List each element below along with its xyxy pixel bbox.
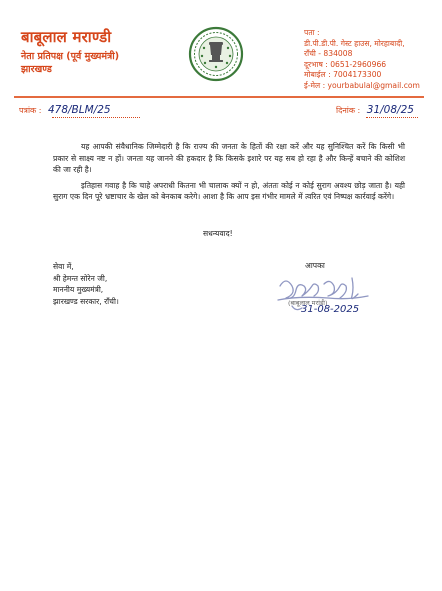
addressee-line: श्री हेमन्त सोरेन जी, [53, 273, 108, 283]
patrank-underline [52, 117, 140, 118]
closing-word: आपका [305, 261, 325, 270]
reference-date [336, 104, 414, 116]
address-label: पता : [304, 28, 320, 37]
reference-number [19, 104, 111, 116]
letter-body [53, 141, 405, 207]
patrank-label: पत्रांक : [19, 106, 42, 115]
letterhead-role: नेता प्रतिपक्ष (पूर्व मुख्यमंत्री) [21, 51, 120, 62]
addressee-block [53, 261, 119, 307]
signature-name-label: (बाबूलाल मरांडी) [288, 299, 328, 307]
address-line-1: डी.पी.डी.पी. गेस्ट हाउस, मोरहाबादी, [304, 38, 405, 48]
signature-date: 31-08-2025 [301, 304, 360, 315]
letterhead-name: बाबूलाल मराण्डी [21, 28, 112, 46]
body-paragraph: यह आपकी संवैधानिक जिम्मेदारी है कि राज्य की जनता के हितों की रक्षा करें और यह सुनिश्चित करें कि किसी भी प्रकार से साक्ष्य नष्ट न हों। जनता यह जानने की हकदार है कि किसके इशारे पर यह सब हो रहा है और किन्हें बचाने की कोशिश की जा रही है। [53, 142, 405, 175]
letterhead-divider [14, 96, 424, 98]
letterhead-state: झारखण्ड [21, 64, 52, 75]
address-email: ई-मेल : yourbabulal@gmail.com [304, 80, 420, 90]
addressee-line: माननीय मुख्यमंत्री, [53, 285, 104, 295]
dinank-label: दिनांक : [336, 106, 361, 115]
dinank-underline [366, 117, 418, 118]
state-emblem-icon [188, 26, 244, 82]
dinank-value: 31/08/25 [366, 104, 414, 116]
address-line-2: राँची - 834008 [304, 49, 353, 59]
patrank-value: 478/BLM/25 [47, 104, 111, 116]
letterhead-address [304, 28, 438, 92]
address-phone: दूरभाष : 0651-2960966 [304, 59, 387, 69]
thanks-line: सधन्यवाद! [203, 229, 233, 238]
addressee-line: झारखण्ड सरकार, राँची। [53, 296, 119, 306]
body-paragraph: इतिहास गवाह है कि चाहे अपराधी कितना भी चालाक क्यों न हो, अंततः कोई न कोई सुराग अवश्य छोड़ जाता है। यही सुराग एक दिन पूरे भ्रष्टाचार के खेल को बेनकाब करेगे। आशा है कि आप इस गंभीर मामले में त्वरित एवं निष्पक्ष कार्रवाई करेंगे। [53, 180, 405, 202]
handwritten-signature [268, 266, 388, 338]
address-mobile: मोबाईल : 7004173300 [304, 70, 382, 80]
addressee-line: सेवा में, [53, 262, 74, 271]
